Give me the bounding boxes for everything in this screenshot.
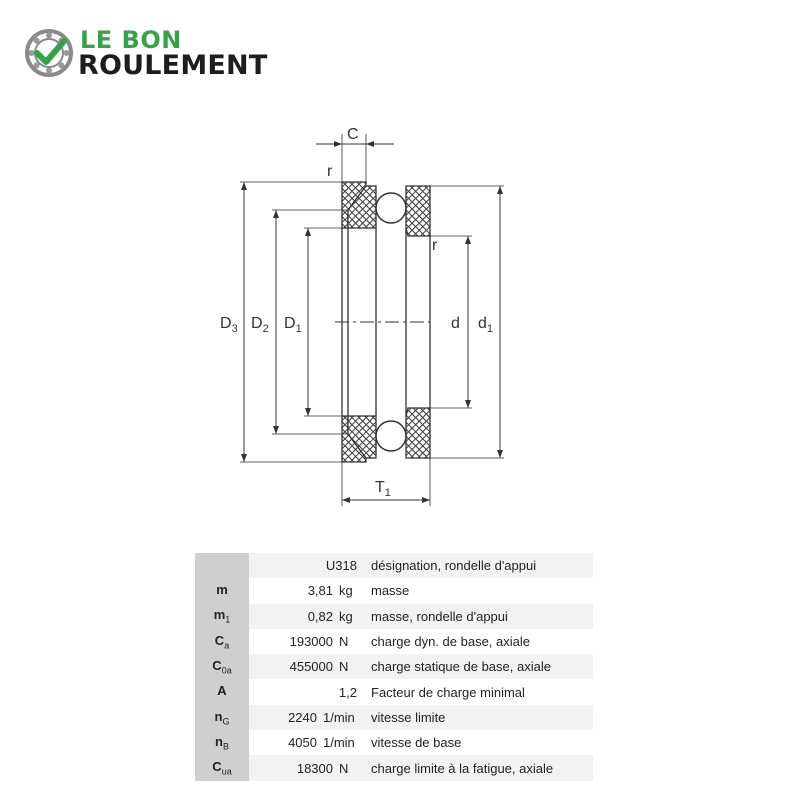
table-row xyxy=(195,553,593,578)
row-symbol: $C_{ua}$ xyxy=(195,755,249,780)
row-value: U318 xyxy=(249,553,365,578)
row-value: 3,81 kg xyxy=(249,578,365,603)
table-row xyxy=(195,705,593,730)
shaft-washer-top xyxy=(406,186,430,236)
table-row xyxy=(195,629,593,654)
shaft-washer-bottom xyxy=(406,408,430,458)
row-symbol: $m_1$ xyxy=(195,604,249,629)
label-d: d xyxy=(451,315,460,332)
row-value: 4050 1/min xyxy=(249,730,365,755)
row-value: 0,82 kg xyxy=(249,604,365,629)
row-description: charge dyn. de base, axiale xyxy=(365,629,593,654)
row-description: masse, rondelle d'appui xyxy=(365,604,593,629)
table-row xyxy=(195,578,593,603)
label-c: C xyxy=(347,126,359,143)
label-t1: $T_1$ xyxy=(375,479,391,499)
label-d3: $D_3$ xyxy=(220,315,238,335)
table-row xyxy=(195,654,593,679)
row-description: désignation, rondelle d'appui xyxy=(365,553,593,578)
spec-table xyxy=(195,553,593,781)
ball-bottom xyxy=(376,421,406,451)
row-symbol: m xyxy=(195,578,249,603)
bearing-check-icon xyxy=(24,28,74,78)
label-r-top: r xyxy=(327,163,333,180)
label-d1-lower: $d_1$ xyxy=(478,315,494,335)
row-symbol: $n_B$ xyxy=(195,730,249,755)
row-value: 1,2 xyxy=(249,679,365,704)
row-symbol xyxy=(195,553,249,578)
table-row xyxy=(195,730,593,755)
row-description: vitesse limite xyxy=(365,705,593,730)
row-value: 18300 N xyxy=(249,755,365,780)
table-row xyxy=(195,604,593,629)
row-value: 2240 1/min xyxy=(249,705,365,730)
bearing-drawing xyxy=(200,110,520,510)
row-symbol: $C_a$ xyxy=(195,629,249,654)
label-d1-upper: $D_1$ xyxy=(284,315,302,335)
row-symbol: A xyxy=(195,679,249,704)
row-symbol: $n_G$ xyxy=(195,705,249,730)
table-row xyxy=(195,755,593,780)
row-description: charge limite à la fatigue, axiale xyxy=(365,755,593,780)
label-r-inner: r xyxy=(432,237,438,254)
label-d2: $D_2$ xyxy=(251,315,269,335)
row-description: charge statique de base, axiale xyxy=(365,654,593,679)
row-description: vitesse de base xyxy=(365,730,593,755)
ball-top xyxy=(376,193,406,223)
logo-line1: LE BON xyxy=(80,26,182,54)
row-value: 455000 N xyxy=(249,654,365,679)
row-description: masse xyxy=(365,578,593,603)
row-value: 193000 N xyxy=(249,629,365,654)
brand-logo[interactable] xyxy=(24,26,304,86)
table-row xyxy=(195,679,593,704)
logo-line2: ROULEMENT xyxy=(78,50,268,81)
row-description: Facteur de charge minimal xyxy=(365,679,593,704)
row-symbol: $C_{0a}$ xyxy=(195,654,249,679)
